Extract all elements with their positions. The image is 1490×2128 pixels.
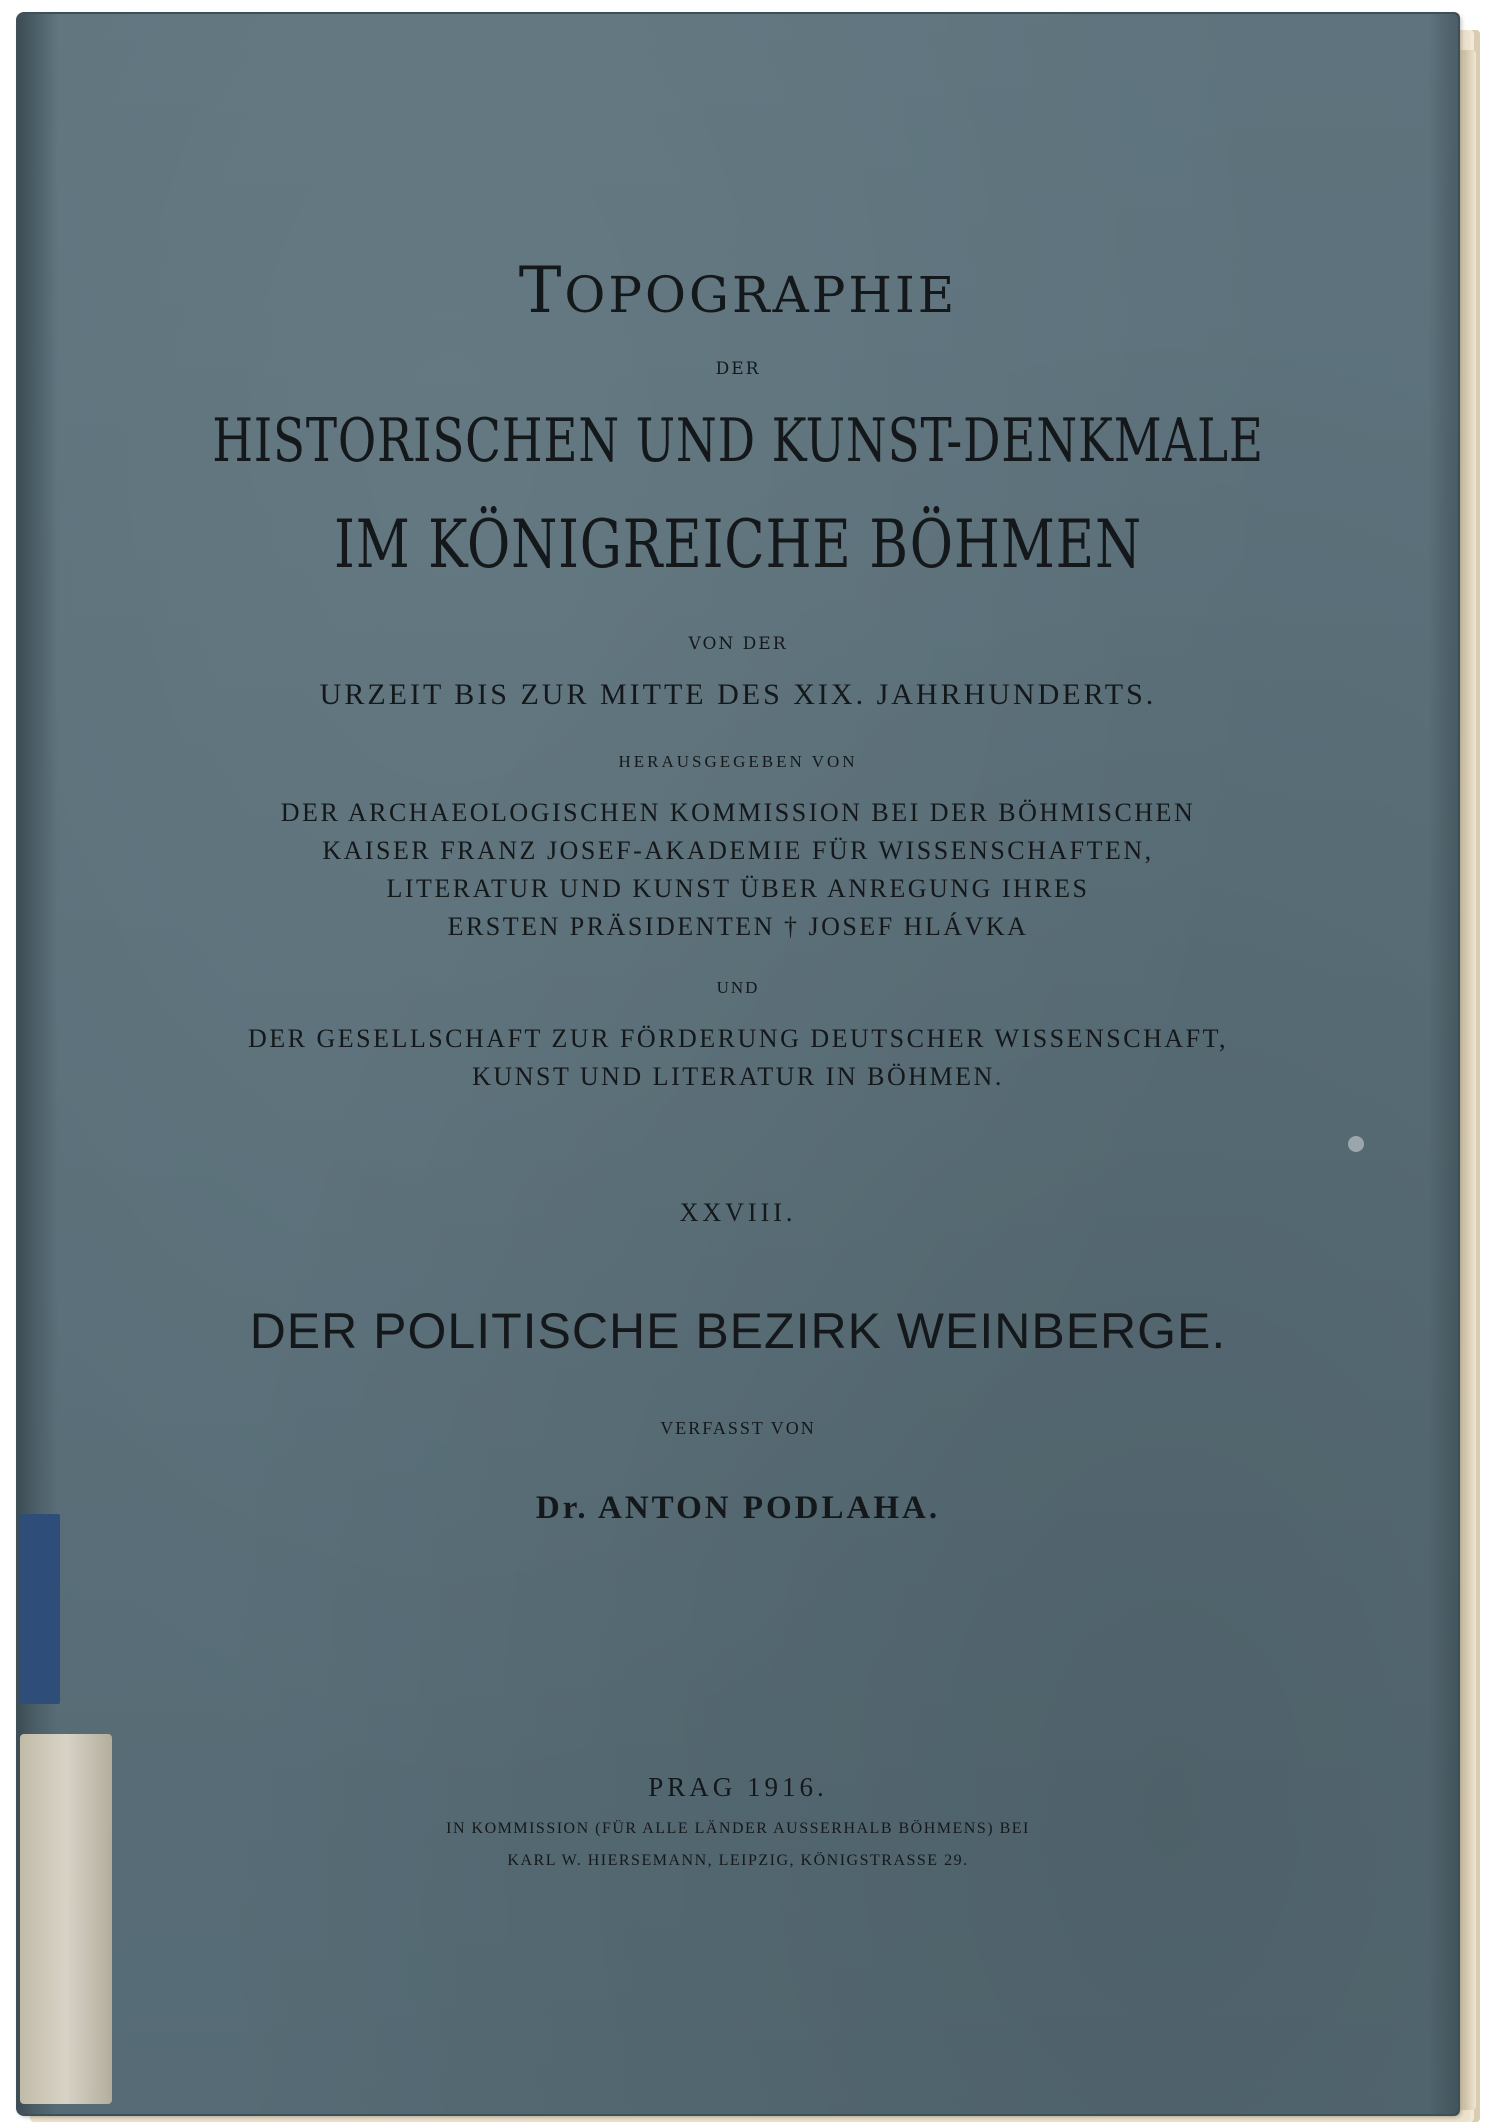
connector-der: DER [715, 359, 761, 379]
main-title-line2: IM KÖNIGREICHE BÖHMEN [334, 506, 1142, 583]
publisher-line: LITERATUR UND KUNST ÜBER ANREGUNG IHRES [386, 874, 1090, 903]
author-name: Dr. ANTON PODLAHA. [535, 1490, 941, 1526]
volume-number: XXVIII. [679, 1198, 797, 1227]
publisher-line: KAISER FRANZ JOSEF-AKADEMIE FÜR WISSENSCHAFTEN, [322, 836, 1154, 865]
edited-by-label: HERAUSGEGEBEN VON [618, 752, 858, 771]
publisher-line: ERSTEN PRÄSIDENTEN † JOSEF HLÁVKA [447, 912, 1029, 941]
book-cover [18, 14, 1458, 2114]
authored-by-label: VERFASST VON [660, 1418, 816, 1438]
society-line: DER GESELLSCHAFT ZUR FÖRDERUNG DEUTSCHER WISSENSCHAFT, [247, 1024, 1229, 1053]
district-title: DER POLITISCHE BEZIRK WEINBERGE. [249, 1303, 1227, 1359]
publisher-line: DER ARCHAEOLOGISCHEN KOMMISSION BEI DER BÖHMISCHEN [280, 798, 1196, 827]
place-and-year: PRAG 1916. [648, 1772, 828, 1802]
series-title: TOPOGRAPHIE [518, 254, 958, 328]
connector-und: UND [716, 978, 760, 997]
commission-line: KARL W. HIERSEMANN, LEIPZIG, KÖNIGSTRASSE 29. [507, 1852, 969, 1869]
commission-line: IN KOMMISSION (FÜR ALLE LÄNDER AUSSERHALB BÖHMENS) BEI [446, 1820, 1030, 1837]
period-line: URZEIT BIS ZUR MITTE DES XIX. JAHRHUNDERTS. [319, 678, 1157, 711]
main-title-line1: HISTORISCHEN UND KUNST-DENKMALE [212, 406, 1264, 476]
cover-text [18, 14, 1458, 2114]
society-line: KUNST UND LITERATUR IN BÖHMEN. [472, 1062, 1004, 1091]
connector-von-der: VON DER [688, 634, 788, 654]
